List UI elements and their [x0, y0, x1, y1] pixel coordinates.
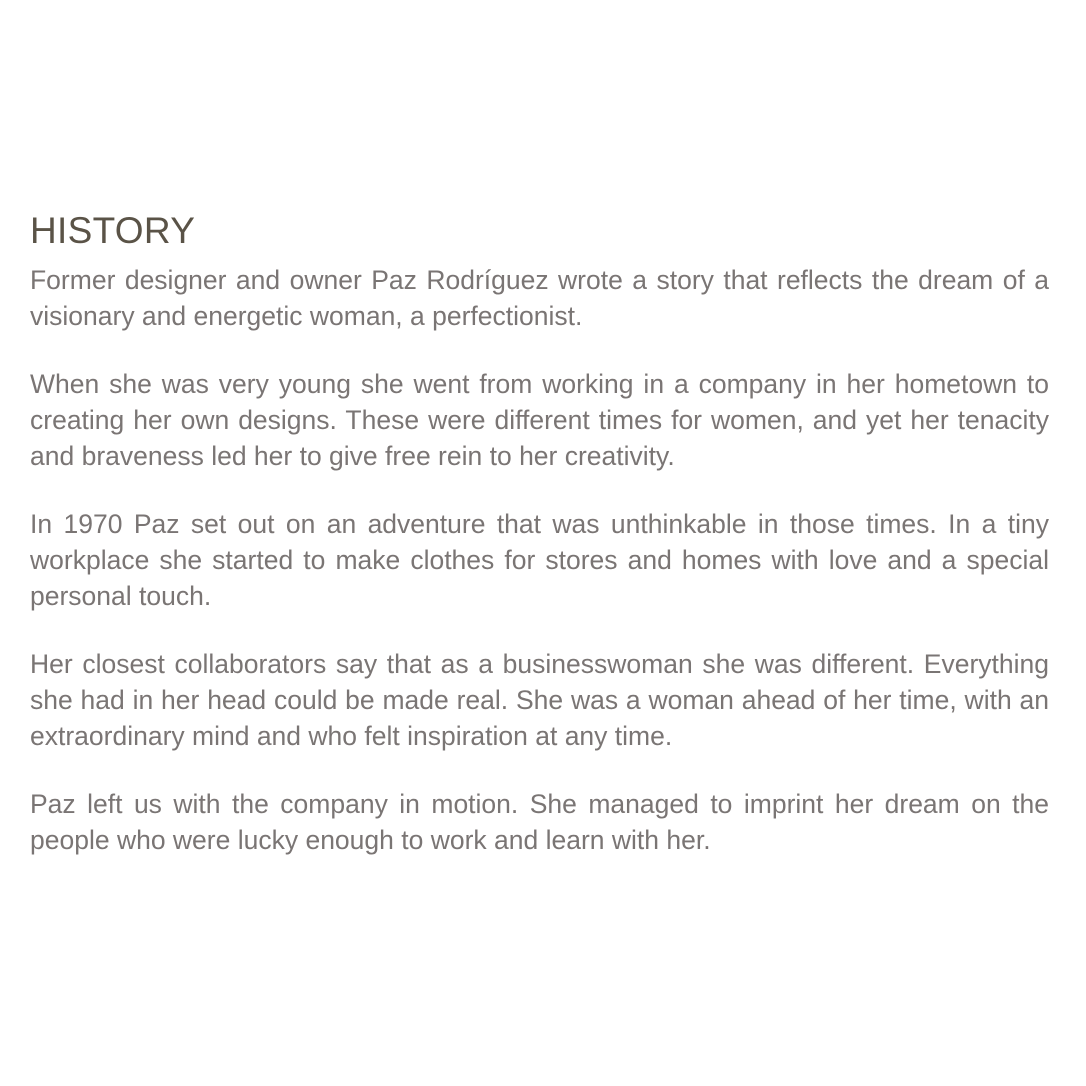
paragraph-intro: Former designer and owner Paz Rodríguez wrote a story that reflects the dream of a visionary and energetic woman, a perfectionist.: [30, 265, 1049, 331]
paragraph-collaborators: Her closest collaborators say that as a businesswoman she was different. Everything she had in her head could be made real. She was a woman ahead of her time, with an extraordinary mind and who felt inspiration at any time.: [30, 649, 1049, 751]
paragraph-early-life: When she was very young she went from working in a company in her hometown to creating her own designs. These were different times for women, and yet her tenacity and braveness led her to give free rein to her creativity.: [30, 369, 1049, 471]
paragraph-legacy: Paz left us with the company in motion. She managed to imprint her dream on the people who were lucky enough to work and learn with her.: [30, 789, 1049, 855]
paragraph-1970: In 1970 Paz set out on an adventure that was unthinkable in those times. In a tiny workplace she started to make clothes for stores and homes with love and a special personal touch.: [30, 509, 1049, 611]
section-title: HISTORY: [30, 210, 196, 251]
